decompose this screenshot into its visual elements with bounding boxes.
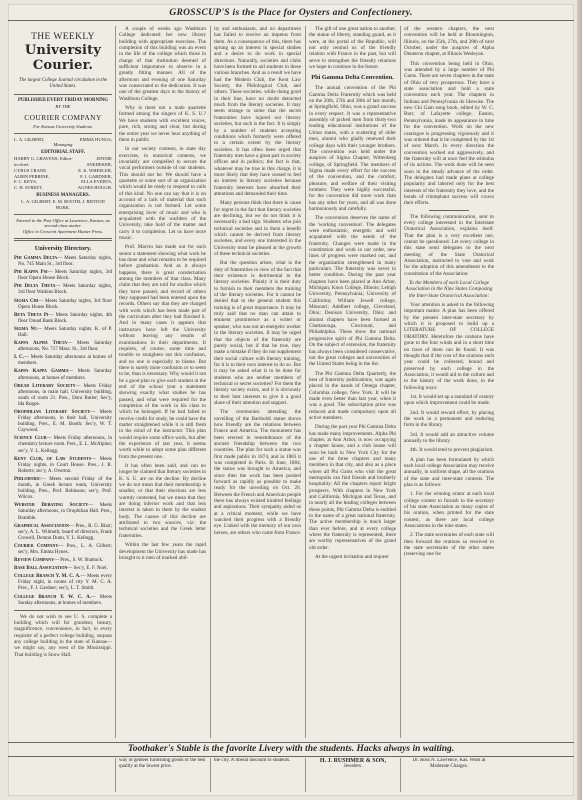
office-notice: Office in Crescent Apartment Hunter Press. (22, 229, 104, 235)
directory-entry-text: — Meets Saturday afternoons at homes of members. (18, 355, 112, 367)
directory-entry-text: — Sec'y, E. F. Noel. (67, 566, 108, 572)
directory-entry (14, 558, 112, 564)
directory-entry-text: — Meets every Friday night, in rooms of city Y. M. C. A. Pres., F. J. Gardner; sec'y, L. T. Smith. (18, 574, 112, 592)
directory-list (14, 256, 112, 607)
directory-entry-name: Philodoric (14, 476, 41, 482)
divider (14, 610, 112, 611)
directory-entry-text: — Pres., R. G. Blair; sec'y, A. L. Wilmoth; board of directors, Frank Crowell, Denton Dunn, V. L. Kellogg. (18, 523, 112, 541)
postal-notice: Entered in the Post Office at Lawrence, Kansas, as second-class matter. (16, 217, 110, 229)
editorial-paragraph: The gift of one great nation to another, the statue of liberty, standing guard, as it were, at the portal of the Republic, will not only remind us of the friendly relation with France in the past, but will serve to strengthen the friendly relations we hope to continue in the future. (309, 26, 396, 71)
directory-entry-text: — Meets Sunday afternoons, at homes of members. (18, 594, 112, 606)
directory-entry-name: College Branch Y. W. C. A. (14, 594, 91, 600)
staff-member: F. J. GARDNER, (80, 173, 112, 179)
article-paragraph: 3rd. It would add an attractive volume annually to the library. (404, 431, 494, 444)
column-3 (214, 26, 301, 738)
directory-entry-text: — Meets Friday nights, in Court House. Pres., J. R. Roberts; sec'y, A. Overton. (18, 456, 112, 474)
column-2 (119, 26, 206, 738)
column-masthead (14, 26, 112, 738)
by-the-line: BY THE (55, 104, 71, 109)
article-paragraph: The Phi Gamma Delta Quarterly, the best of fraternity publications, was again placed in the hands of Omega chapter, Columbia college, New York. It will be made even better than last year, when it was a good. The subscription price was reduced and made compulsory upon all active members. (309, 370, 396, 421)
staff-member: CYRUS CRANE, (14, 167, 48, 173)
directory-entry (14, 341, 112, 353)
editorial-paragraph: A couple of weeks ago Washburn College dedicated her new library building with appropriate exercises. The completion of this building was an event in the life of the college which those in charge of that institution deemed of sufficient importance to observe in a greatly fitting manner. All of the afternoon and evening of one Saturday was consecrated to the dedication. It was one of the greatest days in the history of Washburn College. (119, 26, 206, 102)
directory-entry-name: Sigma Nu (14, 326, 37, 332)
article-paragraph: During the past year Phi Gamma Delta has made many improvements. Alpha Phi chapter, at Ann Arbor, is now occupying a chapter house, and a club house will soon be built in New York City for the use of the three chapters and many members in that city, and also as a place where all Phi Gams who visit the great metropolis can find friends and brotherly hospitality. All the chapters report bright prospects. With chapters in New York and California, Michigan and Texas, and in nearly all the leading colleges between those points, Phi Gamma Delta is entitled to the name of a great national fraternity. The active membership is much larger than ever before, and at every college where the fraternity is represented, there are worthy representatives of the grand old order. (309, 424, 396, 551)
ad-text: way of genteel furnishing goods of the best quality at the lowest price. (119, 758, 206, 770)
divider (14, 214, 112, 215)
directory-entry-name: Beta Theta Pi (14, 312, 49, 318)
directory-entry-text: — Meets Saturday afternoons, in Orophilian Hall. Pres., Bramble. (18, 503, 112, 521)
ad-box (309, 758, 397, 792)
directory-entry-name: I. C. (14, 355, 24, 361)
directory-entry-name: College Branch Y. M. C. A. (14, 574, 81, 580)
directory-entry (14, 327, 112, 339)
directory-entry (14, 544, 112, 556)
directory-entry-text: — Meets Saturday nights, K. of P. Hall. (18, 326, 112, 338)
directory-entry (14, 503, 112, 521)
staff-right-list (77, 156, 112, 191)
directory-entry (14, 384, 112, 408)
directory-entry-name: Kappa Alpha Theta (14, 341, 67, 347)
directory-entry-text: — Meets Saturday nights, 3rd floor Opera House Block. (18, 298, 112, 310)
editor-left: L. A. GILBERT, (14, 136, 45, 142)
column-rule (305, 26, 306, 738)
column-rule (210, 758, 211, 792)
directory-entry-name: Sigma Chi (14, 298, 39, 304)
ad-box (14, 758, 112, 792)
directory-entry-name: Webster Debating Society (14, 503, 89, 509)
directory-entry-text: — Meets second Friday of the month, in Greek lecture room, University building. Pres., Prof. Robinson; sec'y, Prof. Wilcox. (18, 476, 112, 501)
directory-entry (14, 566, 112, 572)
editorial-paragraph: But the question arises, what is the duty of fraternities in view of the fact that their existence is detrimental to the literary societies. Plainly it is their duty to furnish to their members the training of the literary societies. For it cannot be denied that to the general student this training is of great importance. It may be truly said that no man can attain to eminent prominence as a writer or speaker, who was not an energetic worker in the literary societies. It may be urged that the objects of the fraternity are purely social, but if that be true, they make a mistake if they do not supplement their social culture with literary training, for it is to their own interest to do so. But it may be asked what is to be done for students who are neither members of technical or secret societies? For them the literary society exists, and it is obviously to their best interests to give it a good share of their attention and support. (214, 260, 301, 406)
address-heading: To the Members of each Local College Association in the Nine States Composing the Inter-State Oratorical Association: (405, 280, 493, 299)
masthead-subtitle: The largest College Journal circulation in the United States. (19, 78, 107, 89)
ad-text: Dr. Ross N. Lawrence, Kas. Work at Moderate Charges. (412, 758, 486, 770)
column-5 (404, 26, 494, 738)
directory-entry (14, 574, 112, 592)
directory-entry-name: Phi Gamma Delta (14, 255, 58, 261)
page-binding (577, 0, 582, 800)
editorial-staff-heading: EDITORIAL STAFF. (41, 150, 85, 156)
directory-entry-text: — Meets Saturday nights, 3rd floor Opera House Block. (18, 270, 112, 282)
column-rule (210, 26, 211, 738)
staff-member: ELLA EVERTS, (81, 179, 112, 185)
article-paragraph: 1. For the winning orator at each local college contest to furnish to the secretary of his state Association as many copies of his oration, when printed for the state contest, as there are local college Associations in the nine states. (404, 491, 494, 530)
article-paragraph: of the western chapters, the next convention will be held at Bloomington, Illinois, on the 25th, 27th, and 28th of next October, under the auspices of Alpha Deuteron chapter, at Illinois Wesleyan. (404, 26, 494, 58)
masthead-title: University Courier. (24, 43, 102, 73)
company-name: COURIER COMPANY (24, 112, 102, 122)
directory-entry-name: Science Club (14, 436, 47, 442)
article-paragraph: The annual convention of the Phi Gamma Delta Fraternity which was held on the 20th, 27th and 28th of last month, at Springfield, Ohio, was a grand success in every respect. It was a representative assembly of picked men from thirty-two leading educational institutions of the Union states, with a scattering of older men, alumni who gladly renewed their college days with their younger brothers. The convention was held under the auspices of Sigma Chapter, Wittenberg college, of Springfield. The members of Sigma made every effort for the success of the convention, and the comfort, pleasure, and welfare of their visiting brothers. They were highly successful, for the convention did more work than has any other for years, and all was done harmoniously and carefully. (309, 85, 396, 212)
editors-role: Managing (53, 142, 73, 148)
directory-heading: University Directory. (34, 244, 92, 252)
directory-entry (14, 355, 112, 367)
divider (429, 210, 469, 211)
article-paragraph: A plan has been formulated by which each local college Association may receive annually, in uniform shape, all the orations of the state and inter-state contests. The plan is as follows: (404, 456, 494, 489)
editorial-paragraph: Prof. Marvin has made out for each senior a statement showing what work he has done and what remains to be required before graduation. And as it always happens, there is great consternation among the members of that class. Many claim that they are told for studies which they have passed, and record of others they supposed had been entered upon the records. Others say that they are charged with work which has been made part of the curriculum after they had finished it. And in many cases it appears that instructors have left the University without leaving any results of examinations in their departments. It requires, of course, some time and trouble to straighten out this confusion, and no one is especially to blame. But there is surely more confusion or to seem to be, than is necessary. Why would it not be a good plan to give each student at the end of the school year a statement showing exactly what studies he has passed, and what were required for the completion of the work in his class to which he belonged. If he had failed to receive credit for study, he could have the matter straightened while it is still fresh in the mind of the instructor. This plan would require some office work, but after the experience of last year, it seems worth while to adopt some plan different from the present one. (119, 244, 206, 460)
column-rule (305, 758, 306, 792)
column-rule (400, 758, 401, 792)
directory-entry-name: Courier Company (14, 543, 59, 549)
directory-entry-text: — Meets Saturday afternoons, No. 717 Mass. St., 3rd floor. (18, 341, 112, 353)
staff-member: C. H. STREET, (14, 185, 43, 191)
directory-entry-text: — Meets Saturday afternoons, at homes of members. (18, 369, 112, 381)
article-paragraph: The convention deserves the name of the 'working convention'. The delegates were enthusiastic, energetic and well acquainted with the needs of the fraternity. Changes were made in the constitution and work in our order, new lines of progress were marked out, and the organization strengthened in many particulars. The fraternity was never in better condition. During the past year chapters have been placed at Ann Arbor, Michigan; Knox College, Illinois; Lehigh University, Pennsylvania; University of California; William Jewell college, Missouri; Adelbert college, Cleveland, Ohio; Denison University, Ohio; and alumni chapters have been formed at Chattanooga, Cincinnati, and Philadelphia. These show the national progressive spirit of Phi Gamma Delta. On the subject of extension, the fraternity has always been considered conservative, not the great colleges and universities of the United States being in the list. (309, 215, 396, 368)
directory-entry-name: Kappa Kappa Gamma (14, 369, 69, 375)
article-paragraph: Your attention is asked to the following important matter. A plan has been offered by the present inter-state secretary by which it is proposed to build up a LITERATURE OF COLLEGE ORATORY. Heretofore the orations have gone to the four winds and in a short time no trace of them can be found. It was thought that if the cost of the orations each year could be collected, bound and preserved by each college in the Association, it would aid to the culture and to the history of the work done, in the following ways: (404, 302, 494, 391)
directory-entry (14, 369, 112, 381)
staff-left-list (14, 156, 77, 191)
directory-entry-text: — Meets Friday afternoons, in their hall, University building. Pres., E. M. Booth; Sec'y, W. T. Caywood. (18, 410, 112, 434)
staff-member: F. C. KEYS, (14, 179, 37, 185)
newspaper-page (8, 4, 574, 796)
directory-entry (14, 595, 112, 607)
directory-entry-text: — Meets Friday afternoons, in chemistry lecture room. Pres., E. L. McAlpine; sec'y, V. L. Kellogg. (18, 436, 112, 454)
directory-entry-text: — Pres., L. A. Gilbert; sec'y, Mrs. Emma Hynes. (18, 543, 112, 555)
directory-entry (14, 524, 112, 542)
staff-member: ALBIN PERRINE, (14, 173, 50, 179)
directory-entry-name: Oread Literary Society (14, 383, 76, 389)
editorial-paragraph: It has often been said, and can no longer be claimed that literary societies in K. S. U. are on the decline. By decline we do not mean that their membership is smaller, or that their elections are less warmly contested, but we mean that they are doing inferior work and that less interest is taken in them by the student body. The causes of this decline are attributed to two sources, viz: the technical societies and the Greek letter fraternities. (119, 463, 206, 539)
ad-text: Jewelers. (343, 764, 363, 770)
directory-entry-name: Orophilian Literary Society (14, 410, 91, 416)
editorial-paragraph: The ceremonies attending the unveiling of the Bartholdi statue shows how friendly are the relations between France and America. The monument has been erected in remembrance of the ancient friendship between the two countries. The plan for such a statue was first made public in 1874, and in 1883 it was completed in Paris. In June, 1884, the statue was brought to America, and since then the work has been pushed forward as rapidly as possible to make ready for the unveiling on Oct. 28. Between the French and American people there has always existed kindred feelings and aspirations. Their sympathy aided us at a critical moment, while we have watched their progress with a friendly eye. Linked with the memory of our own heroes, are others who came from France. (214, 409, 301, 536)
directory-entry-name: Phi Delta Theta (14, 284, 56, 290)
directory-entry-name: Graphical Association (14, 523, 69, 529)
directory-entry-name: Review Company (14, 558, 54, 564)
staff-member: HARRY G. GRAVENS, Editor-in-chief. (14, 156, 73, 167)
staff-row (14, 156, 112, 191)
directory-entry (14, 436, 112, 454)
article-paragraph: This convention being held in Ohio, was attended by a large number of Phi Gams. There are seven chapters in the state of Ohio of very prosperous. They have a state association and hold a state convention each year. The chapters in Indiana and Pennsylvania do likewise. The new Chi Gam song book, edited by W. C. Burr, of Lafayette college, Easton, Pennsylvania, made its appearance in time for the convention. Work on the new catalogue is progressing vigorously and it was ordered that it be completed by the 1st of next March. In every direction the convention worked out aggressively, and the fraternity will at once feel the stimulus of its actions. The work done will be seen soon in the steady advance of the order. The delegates had made plans at college popularity and labored only for the best interests of the fraternity they love, and the bonds of triumphant success will crown their efforts. (404, 60, 494, 207)
ad-box (119, 758, 207, 792)
article-paragraph: 1st. It would set up a standard of oratory upon which improvement could be made. (404, 393, 494, 407)
article-paragraph: 2nd. It would reward effort, by placing the work in a permanent and enduring form in the library. (404, 409, 494, 429)
business-managers-names: L. A. GILBERT, E. M. BOOTH, J. BENTON BURK. (21, 198, 105, 210)
ad-box (404, 758, 494, 792)
directory-entry (14, 299, 112, 311)
bottom-banner: Toothaker's Stable is the favorite Livery with the students. Hacks always in waiting. (8, 742, 574, 757)
directory-entry-name: Base Ball Association (14, 566, 68, 572)
directory-entry-text: — Meets Saturday nights, 4th floor Oread Bank Block. (18, 312, 112, 324)
masthead-line1: THE WEEKLY (31, 32, 95, 42)
published-line: PUBLISHED EVERY FRIDAY MORNING (17, 98, 109, 103)
directory-entry-text: — Meets Saturday nights, No. 745 Main St., 3rd floor. (18, 255, 112, 268)
article-paragraph: 2. The state secretaries of each state will then forward the orations so received to the state secretaries of the other states (reserving one for (404, 532, 494, 558)
directory-entry (14, 270, 112, 282)
directory-entry (14, 284, 112, 296)
directory-entry (14, 313, 112, 325)
directory-entry (14, 256, 112, 268)
editorial-paragraph: Why is there not a male quartette formed among the singers of K. S. U.? We have students with excellent voices, pure, rich, strong and clear, but during the entire year we never hear anything of them in public. (119, 105, 206, 143)
directory-entry (14, 457, 112, 475)
divider (14, 94, 112, 95)
editorial-paragraph: Many persons think that there is cause for regret in the fact that literary societies are declining, but we do not think it is necessarily a bad sign. Students who join technical societies and in them a benefit which cannot be derived from literary societies, and every one interested in the University must be pleased at the growth of these technical societies. (214, 200, 301, 258)
directory-entry-text: — Meets Friday afternoons, in main hall, University building, south of room 21. Pres., Dora Butler; Sec'y, Ida Ruppe. (18, 383, 112, 407)
ad-advertiser: H. J. RUSHMER & SON, (319, 758, 387, 764)
column-rule (400, 26, 401, 738)
business-managers-heading: BUSINESS MANAGERS. (36, 192, 90, 198)
divider (14, 238, 112, 241)
for-students-line: For Kansas University Students. (33, 123, 93, 129)
editorial-paragraph: Within the last few years the rapid development the University has made has brought to it men of marked abil- (119, 542, 206, 561)
divider (14, 133, 112, 134)
directory-entry (14, 477, 112, 501)
directory-entry-text: — Meets Saturday nights, 3rd floor Watkins Block. (18, 284, 112, 296)
staff-member: JENNIE SNEDEKER, (86, 156, 112, 167)
directory-entry-text: — Pres., S. W. Shattuck. (53, 558, 104, 564)
editorial-paragraph: ity and enthusiasm, and no department has failed to receive an impetus from them. As a consequence of this, there has sprung up an interest in special studies and a desire to do work in special directions. Naturally, societies and clubs have been formed to aid students in these various branches. And as a result we have had the Modern Club, the Kent Law Society, the Philological Club, and others. These societies, while doing good in their line, have no doubt detracted much from the literary societies. It may seem strange to some that the secret fraternities have injured our literary societies, but such is the fact. It is simply by a number of students accepting conditions which formerly were offered to a certain extent by the literary societies. It has often been urged that fraternity men have a great part in society offices and in politics; the fact is that, whatever may be true in this charge, it is more likely that they have ceased to feel an interest in literary societies because fraternity interests have absorbed their attentions and demanded their time. (214, 26, 301, 197)
column-rule (115, 26, 116, 738)
column-rule (115, 758, 116, 792)
article-paragraph: 4th. It would tend to prevent plagiarism. (410, 447, 494, 454)
ad-text: the city. A liberal discount to students. (214, 758, 291, 763)
article-paragraph: At the urgent invitation and request (315, 554, 389, 561)
top-banner: GROSSCUP'S is the Place for Oysters and Confectionery. (8, 6, 574, 21)
directory-entry-name: Phi Kappa Psi (14, 270, 48, 276)
article-paragraph: The following communication, sent to every college interested in the Interstate Oratorical Association, explains itself. That the plan is a very excellent one, cannot be questioned. Let every college in this state send delegates to the next meeting of the State Oratorical Association, instructed to vote and work for the adoption of this amendment to the constitution of the Association: (404, 213, 494, 277)
ad-box (214, 758, 302, 792)
directory-entry-name: Kent Club, of Law Students (14, 456, 92, 462)
staff-member: E. K. WHEELER, (78, 167, 112, 173)
column-4 (309, 26, 396, 738)
editorial-paragraph: In our society contests, in state day exercises, in oratorical contests, we invariably are compelled to secure the vocal performers outside of our students. This should not be. We should have a quartette or some sort of an organization which would be ready to respond to calls of this kind. No one can say that it is on account of a lack of material that such organization is not formed. Let some enterprising lover of music and who is acquainted with the warblers of the University, take hold of the matter and carry it to completion. Let us have more music. (119, 146, 206, 241)
directory-entry (14, 410, 112, 434)
convention-heading: Phi Gamma Delta Convention. (311, 74, 394, 82)
editorial-paragraph: We do not wish to see U. S. complete a building which will for grandeur, beauty, magnificence, convenience, in fact, in every requisite of a perfect college building, surpass any college building in the state of Kansas—we might say, any west of the Mississippi. That building is Snow Hall. (14, 613, 112, 658)
editor-right: EMMA HUNGS, (79, 136, 112, 142)
staff-member: AGNES HOUGH. (77, 185, 112, 191)
